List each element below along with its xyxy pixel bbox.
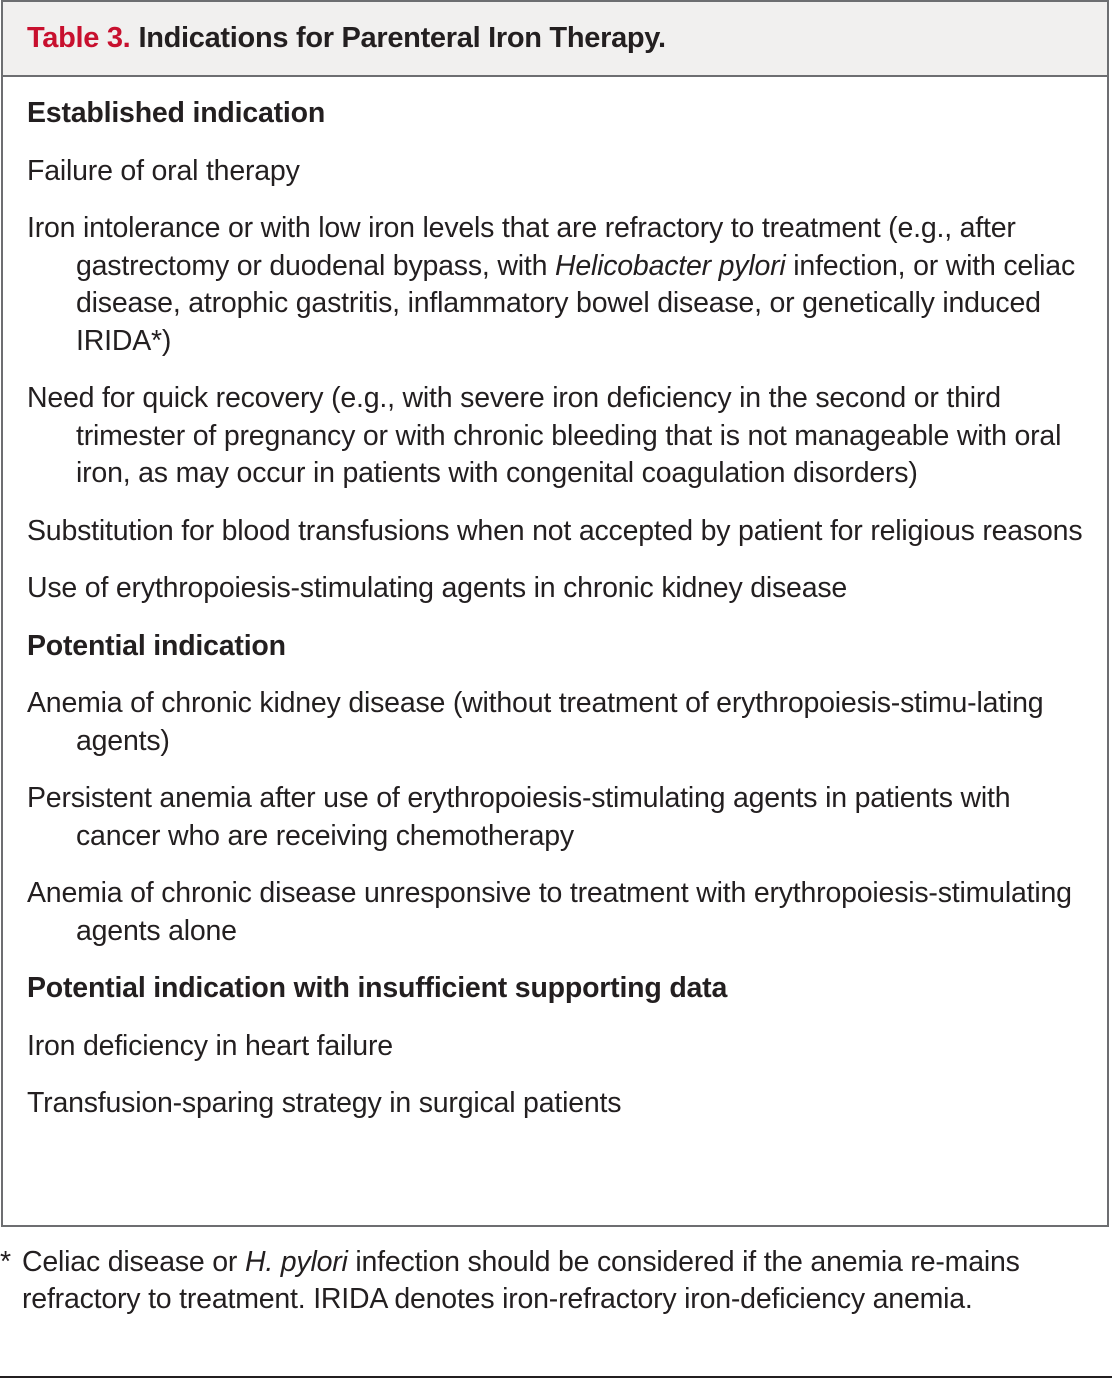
text-segment: infection should be considered if the anemia re-mains refractory to treatment. IRIDA denotes iron-refractory iron-deficiency anemia. — [22, 1246, 1020, 1315]
text-segment: Iron intolerance or with low iron levels that are refractory to treatment (e.g., after gastrectomy or duodenal bypass, with — [27, 212, 1016, 282]
table-footnote — [0, 1244, 1090, 1318]
table-body — [27, 95, 1087, 1143]
table-title: Indications for Parenteral Iron Therapy. — [138, 22, 666, 54]
indication-row — [27, 153, 1087, 191]
text-segment: Substitution for blood transfusions when not accepted by patient for religious reasons — [27, 514, 1083, 547]
text-segment: Persistent anemia after use of erythropoiesis-stimulating agents in patients with cancer who are receiving chemotherapy — [27, 782, 1011, 852]
indication-row — [27, 513, 1087, 551]
text-segment: Transfusion-sparing strategy in surgical patients — [27, 1087, 622, 1119]
italic-text: Helicobacter pylori — [554, 249, 786, 282]
text-segment: Iron deficiency in heart failure — [27, 1029, 393, 1062]
text-segment: infection, or with celiac disease, atrophic gastritis, inflammatory bowel disease, or genetically induced IRIDA*) — [76, 249, 1076, 357]
indication-row — [27, 570, 1087, 608]
text-segment: Need for quick recovery (e.g., with severe iron deficiency in the second or third trimester of pregnancy or with chronic bleeding that is not manageable with oral iron, as may occur in patients with congenital coagulation disorders) — [27, 382, 1062, 489]
bottom-divider — [0, 1376, 1112, 1378]
indication-row — [27, 380, 1087, 493]
text-segment: Celiac disease or — [22, 1246, 245, 1278]
indication-row — [27, 1085, 1087, 1123]
section-heading: Established indication — [27, 97, 326, 129]
italic-text: H. pylori — [244, 1246, 348, 1278]
footnote-text — [22, 1246, 1020, 1315]
text-segment: Failure of oral therapy — [27, 154, 300, 187]
table-title-bar — [3, 2, 1107, 77]
section-heading: Potential indication — [27, 629, 286, 662]
indication-row — [27, 685, 1087, 760]
indication-row — [27, 780, 1087, 855]
text-segment: Use of erythropoiesis-stimulating agents in chronic kidney disease — [27, 572, 848, 604]
table-label: Table 3. — [27, 22, 131, 54]
text-segment: Anemia of chronic disease unresponsive to treatment with erythropoiesis-stimulating agents alone — [27, 877, 1072, 947]
indication-row — [27, 875, 1087, 950]
footnote-mark: * — [0, 1246, 11, 1278]
indication-row — [27, 210, 1087, 360]
indication-row — [27, 1028, 1087, 1066]
section-heading: Potential indication with insufficient supporting data — [27, 972, 728, 1004]
table-container — [1, 0, 1109, 1227]
text-segment: Anemia of chronic kidney disease (without treatment of erythropoiesis-stimu-lating agents) — [27, 687, 1044, 757]
